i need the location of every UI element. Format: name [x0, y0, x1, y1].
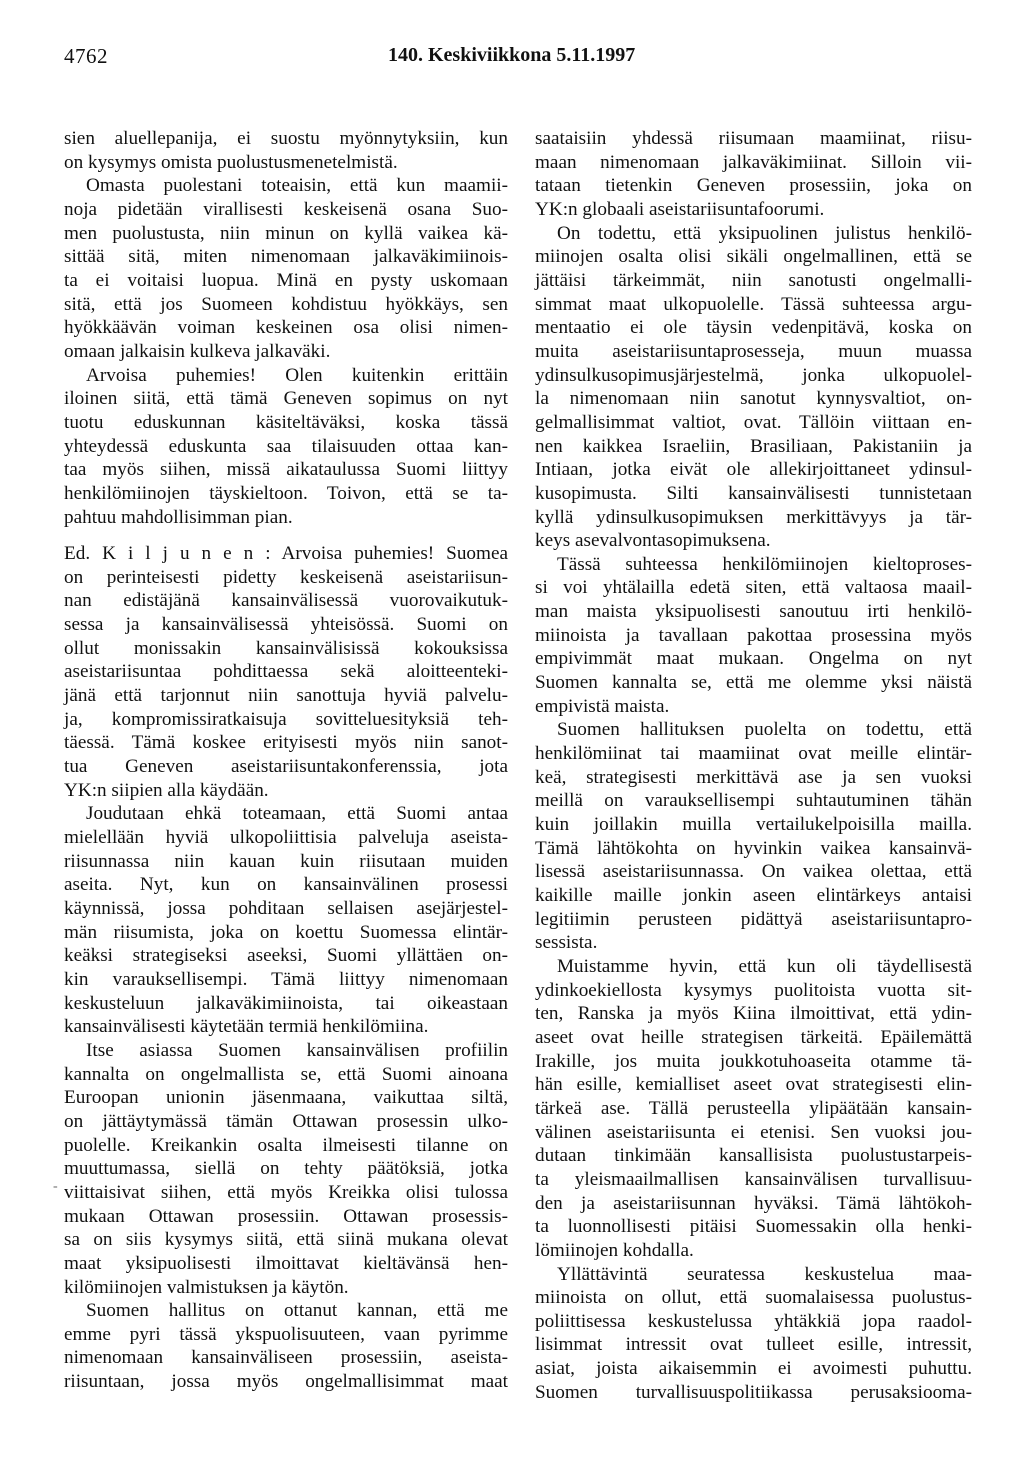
text-line: kansainvälisesti käytetään termiä henkilömiina.: [64, 1016, 429, 1038]
text-line: maat yksipuolisesti ilmoittavat kieltävänsä hen-: [64, 1252, 508, 1274]
text-line: lisessä aseistariisunnassa. On vaikea olettaa, että: [535, 861, 972, 883]
text-line: mukaan Ottawan prosessiin. Ottawan prosessis-: [64, 1205, 508, 1227]
text-line: On todettu, että yksipuolinen julistus henkilö-: [557, 222, 972, 244]
text-line: tataan tietenkin Geneven prosessiin, joka on: [535, 175, 972, 197]
text-line: sessa ja kansainvälisessä yhteisössä. Suomi on: [64, 614, 508, 636]
paragraph-gap: [64, 529, 508, 542]
text-line: män riisumista, joka on koettu Suomessa elintär-: [64, 921, 508, 943]
text-line: lisimmat intressit ovat tulleet esille, intressit,: [535, 1334, 972, 1356]
text-line: omaan jalkaisin kulkeva jalkaväki.: [64, 340, 331, 362]
text-line: miinoista ja tavallaan pakottaa prosessina myös: [535, 624, 972, 646]
text-line: kusopimusta. Silti kansainvälisesti tunnistetaan: [535, 482, 972, 504]
text-line: sa on siis kysymys siitä, että siinä mukana olevat: [64, 1229, 508, 1251]
text-line: Tässä suhteessa henkilömiinojen kieltoproses-: [557, 553, 972, 575]
text-line: muita aseistariisuntaprosesseja, muun muassa: [535, 340, 972, 362]
text-line: Intiaan, jotka eivät ole allekirjoittaneet ydinsul-: [535, 459, 972, 481]
text-line: aseet ovat heille strategisen tärkeitä. Epäilemättä: [535, 1026, 972, 1048]
text-line: hän esille, kemialliset aseet ovat strategisesti elin-: [535, 1074, 972, 1096]
left-column: [64, 127, 508, 1394]
margin-mark: -: [53, 1179, 58, 1194]
text-line: Suomen kannalta se, että me olemme yksi näistä: [535, 672, 972, 694]
text-line: yhteydessä eduskunta saa tilaisuuden ottaa kan-: [64, 435, 508, 457]
text-line: ydinkoekiellosta kysymys puolitoista vuotta sit-: [535, 979, 972, 1001]
text-line: Omasta puolestani toteaisin, että kun maamii-: [86, 175, 508, 197]
text-line: ta yleismaailmallisen kansainvälisen turvallisuu-: [535, 1168, 972, 1190]
text-line: ollut monissakin kansainvälisissä kokouksissa: [64, 637, 508, 659]
text-line: henkilömiinojen täyskieltoon. Toivon, että se ta-: [64, 482, 508, 504]
text-line: Suomen hallitus on ottanut kannan, että me: [86, 1300, 508, 1322]
text-line: viittaisivat siihen, että myös Kreikka olisi tulossa: [64, 1181, 508, 1203]
text-line: nan edistäjänä kansainvälisessä vuorovaikutuk-: [64, 590, 508, 612]
text-line: taa myös siihen, missä aikataulussa Suomi liittyy: [64, 459, 508, 481]
text-line: Arvoisa puhemies! Olen kuitenkin erittäin: [86, 364, 508, 386]
text-line: riisuntaan, jossa myös ongelmallisimmat maat: [64, 1371, 508, 1393]
text-line: ta luonnollisesti pitäisi Suomessakin olla henki-: [535, 1216, 972, 1238]
text-line: Itse asiassa Suomen kansainvälisen profiilin: [86, 1039, 508, 1061]
text-line: kuin joillakin muilla vertailukelpoisilla mailla.: [535, 814, 972, 836]
text-line: iloinen siitä, että tämä Geneven sopimus on nyt: [64, 388, 508, 410]
text-line: henkilömiinat tai maamiinat ovat meille elintär-: [535, 743, 972, 765]
text-line: Suomen hallituksen puolelta on todettu, että: [557, 719, 972, 741]
text-line: maan nimenomaan jalkaväkimiinat. Silloin vii-: [535, 151, 972, 173]
text-line: Muistamme hyvin, että kun oli täydellisestä: [557, 955, 972, 977]
text-line: YK:n siipien alla käydään.: [64, 779, 269, 801]
text-line: tua Geneven aseistariisuntakonferenssia, jota: [64, 756, 508, 778]
text-line: Irakille, jos muita joukkotuhoaseita otamme tä-: [535, 1050, 972, 1072]
text-line: käynnissä, jossa pohditaan sellaisen asejärjestel-: [64, 898, 508, 919]
text-line: pahtuu mahdollisimman pian.: [64, 506, 293, 528]
text-line: sittää sitä, miten nimenomaan jalkaväkimiinois-: [64, 246, 508, 268]
text-line: tuotu eduskunnan käsiteltäväksi, koska tässä: [64, 411, 508, 433]
text-line: Yllättävintä seuratessa keskustelua maa-: [557, 1263, 972, 1285]
text-line: man maista yksipuolisesti sanoutuu irti henkilö-: [535, 601, 972, 623]
text-line: nen kaikkea Israeliin, Brasiliaan, Pakistaniin ja: [535, 435, 972, 457]
text-line: muuttumassa, siellä on tehty päätöksiä, jotka: [64, 1158, 508, 1180]
text-line: nimenomaan kansainväliseen prosessiin, aseista-: [64, 1347, 508, 1369]
text-line: keskusteluun jalkaväkimiinoista, tai oikeastaan: [64, 992, 508, 1014]
text-line: aseita. Nyt, kun on kansainvälinen prosessi: [64, 874, 508, 896]
session-header: 140. Keskiviikkona 5.11.1997: [388, 44, 636, 66]
text-line: kin varauksellisempi. Tämä liittyy nimenomaan: [64, 968, 508, 990]
text-line: jättäisi tärkeimmät, niin sanotusti ongelmalli-: [535, 269, 972, 291]
text-line: on jättäytymässä tämän Ottawan prosessin ulko-: [64, 1110, 508, 1132]
text-line: kannalta on ongelmallista se, että Suomi ainoana: [64, 1063, 508, 1085]
text-line: noja pidetään virallisesti keskeisenä osana Suo-: [64, 198, 508, 220]
text-line: sitä, että jos Suomeen kohdistuu hyökkäys, sen: [64, 293, 508, 315]
text-line: hyökkäävän voiman keskeinen osa olisi nimen-: [64, 317, 508, 339]
text-line: keys asevalvontasopimuksena.: [535, 530, 771, 552]
text-line: ydinsulkusopimusjärjestelmä, jonka ulkopuolel-: [535, 364, 972, 386]
text-line: emme pyri tässä ykspuolisuuteen, vaan pyrimme: [64, 1323, 508, 1345]
speaker-line: Ed. K i l j u n e n : Arvoisa puhemies! Suomea: [64, 543, 508, 565]
text-line: täessä. Tämä koskee erityisesti myös niin sanot-: [64, 732, 508, 754]
text-line: saataisiin yhdessä riisumaan maamiinat, riisu-: [535, 128, 972, 149]
page-number: 4762: [64, 44, 108, 68]
text-line: empivimmät maat mukaan. Ongelma on nyt: [535, 648, 972, 670]
text-line: lömiinojen kohdalla.: [535, 1239, 694, 1261]
text-line: Suomen turvallisuuspolitiikassa perusaksiooma-: [535, 1381, 972, 1403]
text-line: kaikille maille jonkin aseen elintärkeys antaisi: [535, 885, 972, 906]
text-line: ja, kompromissiratkaisuja sovitteluesityksiä teh-: [64, 708, 508, 730]
text-line: miinojen osalta olisi sikäli ongelmallinen, että se: [535, 246, 972, 268]
text-line: ta ei voitaisi luopua. Minä en pysty uskomaan: [64, 269, 508, 291]
text-line: keäksi strategiseksi aseeksi, Suomi yllättäen on-: [64, 945, 508, 967]
text-line: keä, strategisesti merkittävä ase ja sen vuoksi: [535, 766, 972, 788]
text-line: tärkeä ase. Tällä perusteella ylipäätään kansain-: [535, 1097, 972, 1119]
text-line: on kysymys omista puolustusmenetelmistä.: [64, 151, 398, 173]
text-line: sien aluellepanija, ei suostu myönnytyksiin, kun: [64, 128, 508, 149]
text-line: men puolustusta, niin minun on kyllä vaikea kä-: [64, 222, 508, 244]
text-line: aseistariisuntaa pohdittaessa sekä aloitteentеki-: [64, 661, 508, 683]
text-line: simmat maat ulkopuolelle. Tässä suhteessa argu-: [535, 293, 972, 315]
text-line: legitiimin perusteen pidättyä aseistariisuntapro-: [535, 908, 972, 930]
text-line: meillä on varauksellisempi suhtautuminen tähän: [535, 790, 972, 812]
text-line: la nimenomaan niin sanotut kynnysvaltiot, on-: [535, 388, 972, 410]
text-line: gelmallisimmat valtiot, ovat. Tällöin viittaan en-: [535, 411, 972, 433]
text-line: Euroopan unionin jäsenmaana, vaikuttaa siltä,: [64, 1087, 508, 1109]
text-line: mentaatio ei ole täysin vedenpitävä, koska on: [535, 317, 972, 339]
text-line: sessista.: [535, 932, 598, 954]
text-line: riisunnassa niin kauan kuin riisutaan muiden: [64, 850, 508, 872]
text-line: kyllä ydinsulkusopimuksen merkittävyys ja tär-: [535, 506, 972, 528]
text-line: Tämä lähtökohta on hyvinkin vaikea kansainvä-: [535, 837, 972, 859]
text-line: den ja aseistariisunnan hyväksi. Tämä lähtökoh-: [535, 1192, 972, 1214]
text-line: dutaan tinkimään kansallisista puolustustarpeis-: [535, 1145, 972, 1167]
text-line: ten, Ranska ja myös Kiina ilmoittivat, että ydin-: [535, 1003, 972, 1025]
right-column: [535, 127, 972, 1404]
text-line: välinen aseistariisunta ei etenisi. Sen vuoksi jou-: [535, 1121, 972, 1143]
text-line: puolelle. Kreikankin osalta ilmeisesti tilanne on: [64, 1134, 508, 1156]
text-line: poliittisessa keskustelussa yhtäkkiä jopa raadol-: [535, 1310, 972, 1332]
text-line: si voi yhtälailla edetä siten, että valtaosa maail-: [535, 577, 972, 599]
text-line: asiat, joista aikaisemmin ei avoimesti puhuttu.: [535, 1358, 972, 1380]
text-line: jänä että tarjonnut niin sanottuja hyviä palvelu-: [64, 685, 508, 707]
text-line: Joudutaan ehkä toteamaan, että Suomi antaa: [86, 803, 508, 825]
text-line: mielellään hyviä ulkopoliittisia palveluja aseista-: [64, 827, 508, 849]
text-line: YK:n globaali aseistariisuntafoorumi.: [535, 198, 825, 220]
text-line: miinoista on ollut, että suomalaisessa puolustus-: [535, 1287, 972, 1309]
text-line: on perinteisesti pidetty keskeisenä aseistariisun-: [64, 566, 508, 588]
text-line: kilömiinojen valmistuksen ja käytön.: [64, 1276, 349, 1298]
text-line: empivistä maista.: [535, 695, 670, 717]
